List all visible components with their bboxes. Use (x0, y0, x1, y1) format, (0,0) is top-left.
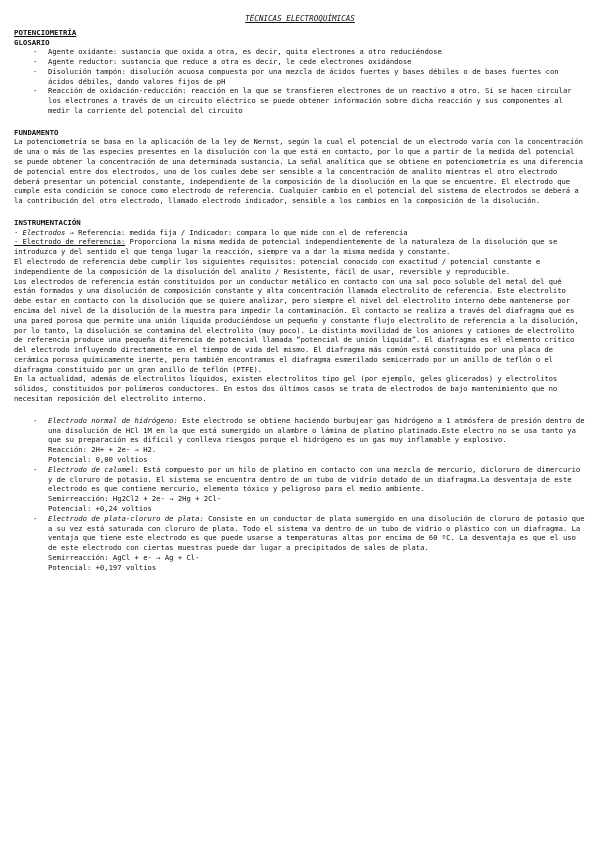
electrodo-potential: Potencial: 0,00 voltios (48, 455, 148, 465)
glosario-item: - Disolución tampón: disolución acuosa compuesta por una mezcla de ácidos fuertes y bases débiles o de bases fuertes con ácidos débiles, dando valores fijos de pH (14, 67, 586, 87)
electrodo-calomel-item (14, 465, 586, 514)
electrodo-hidrogeno-item (14, 416, 586, 465)
fundamento-paragraph: La potenciometría se basa en la aplicación de la ley de Nernst, según la cual el potencial de un electrodo varía con la concentración de una o más de las especies presentes en la disolución con la que está en contacto, por lo que a partir de la medida del potencial se puede obtener la concentración de una determinada sustancia. La señal analítica que se obtiene en potenciometría es una diferencia de potencial entre dos electrodos, uno de los cuales debe ser sensible a la concentración de analito mientras el otro electrodo deberá presentar un potencial constante, independiente de la composición de la disolución en la que se encuentre. El electrodo que cumple esta condición se conoce como electrodo de referencia. Cualquier cambio en el potencial del sistema de electrodos se deberá a la contribución del otro electrodo, llamado electrodo indicador, sensible a los cambios en la composición de la disolución. (14, 137, 583, 206)
electrodo-potential: Potencial: +0,197 voltios (48, 562, 157, 572)
electrodos-label: · Electrodos (14, 227, 66, 237)
glosario-item: - Agente oxidante: sustancia que oxida a otra, es decir, quita electrones a otro reduciéndose (14, 47, 586, 57)
electrodo-referencia-paragraph (14, 237, 586, 257)
requisitos-paragraph: El electrodo de referencia debe cumplir los siguientes requisitos: potencial conocido con exactitud / potencial constante e independiente de la composición de la disolución del analito / Resistente, fácil de usar, reversible y reproducible. (14, 256, 541, 276)
glosario-item: - Agente reductor: sustancia que reduce a otra es decir, le cede electrones oxidándose (14, 57, 586, 67)
glosario-list (14, 47, 586, 116)
section-heading-potenciometria: POTENCIOMETRÍA (14, 28, 77, 37)
electrodo-potential: Potencial: +0,24 voltios (48, 504, 152, 514)
electrodos-description: → Referencia: medida fija / Indicador: compara lo que mide con el de referencia (65, 227, 408, 237)
fundamento-heading: FUNDAMENTO (14, 127, 59, 137)
electrodo-reaction: Semirreacción: AgCl + e- → Ag + Cl- (48, 553, 200, 563)
electrodo-referencia-text: Proporciona la misma medida de potencial independientemente de la naturaleza de la disolución que se introduzca y del sentido el que tenga lugar la reacción, siempre va a dar la misma medida y constante. (14, 237, 558, 257)
electrodo-text: Consiste en un conductor de plata sumergido en una disolución de cloruro de potasio que a su vez está saturada con cloruro de plata. Todo el sistema va dentro de un tubo de vidrio o plástico con un diafragma. La ventaja que tiene este electrodo es que puede usarse a temperaturas altas por encima de 60 ºC. La desventaja es que el uso de este electrodo con ciertas muestras puede dar lugar a precipitados de sales de plata. (48, 513, 585, 553)
electrodo-reaction: Reacción: 2H+ + 2e- → H2. (48, 445, 157, 455)
electrodos-referencia-list (14, 416, 586, 573)
electrodo-referencia-label: - Electrodo de referencia: (14, 237, 126, 247)
electrodo-plata-item (14, 514, 586, 573)
electrodo-name: Electrodo de plata-cloruro de plata: (48, 513, 204, 523)
electrodo-name: Electrodo de calomel: (48, 464, 139, 474)
electrodo-text: Está compuesto por un hilo de platino en contacto con una mezcla de mercurio, dicloruro de dimercurio y de cloruro de potasio. El sistema se encuentra dentro de un tubo de vidrio dotado de un diafragma.La desventaja de este electrodo es que contiene mercurio, elemento tóxico y peligroso para el medio ambiente. (48, 464, 581, 494)
constitucion-paragraph: Los electrodos de referencia están constituidos por un conductor metálico en contacto con una sal poco soluble del metal del qué están formados y una disolución de composición constante y alta concentración llamada electrolito de referencia. Este electrolito debe estar en contacto con la disolución que se quiere analizar, pero siempre el nivel del electrolito interno debe mantenerse por encima del nivel de la disolución de la muestra para impedir la contaminación. El contacto se realiza a través del diafragma qué es una pared porosa que permite una unión líquida produciéndose un pequeño y constante flujo electrolito de referencia a la disolución, por lo tanto, la disolución se contamina del electrolito (muy poco). La distinta movilidad de los aniones y cationes de electrolito de referencia produce una pequeña diferencia de potencial llamada “potencial de unión líquida”. El diafragma es el elemento crítico del electrodo influyendo directamente en el tiempo de vida del mismo. El diafragma más común está constituido por una placa de cerámica porosa químicamente inerte, pero también encontramos el diafragma esmerilado semicerrado por un anillo de teflón o el diafragma constituido por un gran anillo de teflón (PTFE). (14, 276, 579, 374)
electrodo-text: Este electrodo se obtiene haciendo burbujear gas hidrógeno a 1 atmósfera de presión dentro de una disolución de HCl 1M en la que está sumergido un alambre o lámina de platino platinado.Este electro no se usa tanto ya que su preparación es difícil y conlleva riesgos porque el hidrógeno es un gas muy inflamable y explosivo. (48, 415, 585, 445)
instrumentacion-heading: INSTRUMENTACIÓN (14, 217, 81, 227)
electrodo-reaction: Semirreacción: Hg2Cl2 + 2e- → 2Hg + 2Cl- (48, 494, 222, 504)
actualidad-paragraph: En la actualidad, además de electrolitos líquidos, existen electrolitos tipo gel (por ejemplo, geles glicerados) y electrolitos sólidos, constituidos por polímeros conductores. En estos dos últimos casos se trata de electrodos de bajo mantenimiento que no necesitan reposición del electrolito interno. (14, 374, 558, 404)
glosario-heading: GLOSARIO (14, 37, 50, 47)
electrodos-line (14, 228, 586, 238)
document-title: TÉCNICAS ELECTROQUÍMICAS (245, 14, 355, 23)
glosario-item: - Reacción de oxidación-reducción: reacción en la que se transfieren electrones de un reactivo a otro. Si se hacen circular los electrones a través de un circuito eléctrico se puede obtener información sobre dicha reacción y sus componentes al medir la corriente del potencial del circuito (14, 86, 586, 115)
electrodo-name: Electrodo normal de hidrógeno: (48, 415, 178, 425)
